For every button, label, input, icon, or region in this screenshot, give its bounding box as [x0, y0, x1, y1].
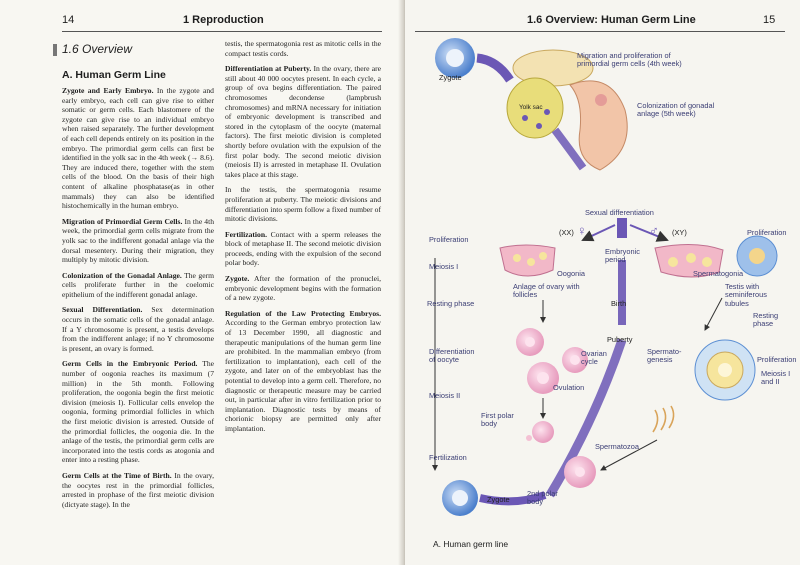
overview-title: 1.6 Overview — [62, 42, 133, 56]
text-paragraph — [62, 305, 214, 353]
paragraph-heading: Regulation of the Law Protecting Embryos. — [225, 308, 381, 318]
top-zygote-cell — [435, 38, 475, 78]
paragraph-heading: Germ Cells at the Time of Birth. — [62, 470, 172, 480]
label-spermatozoa: Spermatozoa — [595, 442, 639, 451]
colonization-arrow-shape — [555, 130, 583, 168]
label-birth: Birth — [611, 299, 627, 308]
text-paragraph — [62, 86, 214, 211]
text-column-1 — [62, 86, 214, 515]
right-page — [405, 0, 800, 565]
paragraph-body: Contact with a sperm releases the block of metaphase II. The second meiotic division proceeds, ending with the expulsion of the second polar body. — [225, 229, 381, 268]
right-page-number: 15 — [763, 14, 776, 26]
left-page-number: 14 — [62, 14, 75, 26]
label-differentiation-oocyte: Differentiation of oocyte — [429, 347, 475, 365]
testis-down-arrow — [705, 298, 722, 330]
text-paragraph — [225, 230, 381, 268]
paragraph-body: According to the German embryo protection law of 13 December 1990, all diagnostic and therapeutic manipulations of the human germ line are prohibited. In the mammalian embryo (from fertilization to implantation), each cell of the zygote, and later on of the embryoblast has the potential to develop into a germ cell. Therefore, no diagnostic or therapeutic measure may be carried out, in particular after in vitro fertilization prior to implantation. Diagnostic tests by means of chorionic biopsy are permitted only after implantation. — [225, 318, 381, 433]
text-paragraph — [225, 64, 381, 179]
female-branch-arrow — [583, 225, 615, 240]
text-paragraph — [62, 217, 214, 265]
paragraph-body: In the ovary, there are still about 40 000 oocytes present. In each cycle, a group of ova begins differentiation. The paired chromosomes decondense (lampbrush chromosomes) and mRNA necessary for initiation of embryonic development is transcribed and stored in the cytoplasm of the oocyte (maternal factors). The first meiotic division is completed shortly before ovulation with the expulsion of the first polar body. The second meiotic division (meiosis II) is arrested in metaphase II. Ovulation takes place at this stage. — [225, 64, 381, 179]
migration-arrow-shape — [477, 58, 510, 80]
paragraph-body: In the ovary, the oocytes rest in the primordial follicles, arrested in prophase of the first meiotic division (dictyate stage). In the — [62, 470, 214, 509]
label-proliferation-right: Proliferation — [747, 228, 787, 237]
label-proliferation-right2: Proliferation — [757, 355, 797, 364]
text-paragraph — [225, 39, 381, 58]
label-ovulation: Ovulation — [553, 383, 585, 392]
paragraph-body: In the 4th week, the primordial germ cells migrate from the yolk sac to the indifferent gonadal anlage via the dorsal mesentery. During their migration, they multiply by mitotic division. — [62, 216, 215, 265]
header-rule — [62, 31, 382, 32]
paragraph-heading: Zygote. — [225, 274, 250, 284]
label-xy: (XY) — [672, 228, 687, 237]
label-anlage-ovary: Anlage of ovary with follicles — [513, 282, 580, 300]
label-colonization: Colonization of gonadal anlage (5th week) — [637, 101, 715, 119]
text-paragraph — [225, 274, 381, 303]
fertilization-egg — [564, 456, 596, 488]
figure-caption: A. Human germ line — [433, 539, 509, 549]
label-resting-phase-left: Resting phase — [427, 299, 475, 308]
label-embryonic-period: Embryonic period — [605, 247, 640, 265]
section-title: A. Human Germ Line — [62, 69, 166, 81]
label-puberty: Puberty — [607, 335, 633, 344]
label-resting-phase-right: Resting phase — [753, 311, 779, 329]
left-running-head: 1 Reproduction — [183, 14, 264, 26]
right-running-head: 1.6 Overview: Human Germ Line — [527, 14, 696, 26]
paragraph-body: The number of oogonia reaches its maximum (7 million) in the 5th month. Following proliferation, the oogonia begin the first meiotic division (meiosis I). Follicular cells envelop the oogonia, forming primordial follicles in which the first meiotic division is arrested. Outside of the primordial follicles, the oogonia die. In the anlage of the testis, the primordial germ cells are incorporated into the testis cords as atogonia and enter into a resting phase. — [62, 359, 215, 465]
paragraph-body: After the formation of the pronuclei, embryonic development begins with the formation of a new zygote. — [225, 274, 381, 303]
label-xx: (XX) — [559, 228, 574, 237]
text-paragraph — [225, 309, 381, 434]
paragraph-heading: Migration of Primordial Germ Cells. — [62, 216, 183, 226]
paragraph-heading: Sexual Differentiation. — [62, 305, 143, 315]
label-meiosis-ii: Meiosis II — [429, 391, 461, 400]
paragraph-body: In the testis, the spermatogonia resume proliferation at puberty. The meiotic divisions and differentiation into sperm follow a fixed number of mitotic divisions. — [225, 185, 381, 224]
label-ovarian-cycle: Ovarian cycle — [581, 349, 607, 367]
label-zygote-top: Zygote — [439, 73, 462, 82]
bottom-zygote-cell — [442, 480, 478, 516]
text-paragraph — [62, 471, 214, 509]
label-sexual-differentiation: Sexual differentiation — [585, 208, 654, 217]
paragraph-heading: Colonization of the Gonadal Anlage. — [62, 270, 182, 280]
seminiferous-tubule-section — [695, 340, 755, 400]
paragraph-heading: Fertilization. — [225, 229, 267, 239]
label-spermatogenesis: Spermato-genesis — [647, 347, 682, 365]
label-testis-tubules: Testis with seminiferous tubules — [725, 282, 767, 308]
paragraph-body: In the zygote and early embryo, each cell can give rise to either somatic or germ cells. Each blastomere of the zygote can give rise to an individual embryo when raised separately. The further development of each cell depends entirely on its position in the embryo. The primordial germ cells can first be identified in the yolk sac in the 4th week (→ 8.6). They are induced there, together with the stem cells of the blood. On the basis of their high content of alkaline phosphatase(as in other mammals) they can also be identified histochemically in the human embryo. — [62, 86, 214, 211]
label-migration: Migration and proliferation of primordial germ cells (4th week) — [577, 51, 682, 69]
female-symbol-icon: ♀ — [577, 223, 587, 238]
label-first-polar-body: First polar body — [481, 411, 514, 429]
paragraph-heading: Zygote and Early Embryo. — [62, 86, 154, 95]
label-spermatogonia: Spermatogonia — [693, 269, 744, 278]
label-oogonia: Oogonia — [557, 269, 585, 278]
text-column-2 — [225, 39, 381, 440]
spermatozoa-shapes — [653, 406, 674, 432]
label-meiosis-i: Meiosis I — [429, 262, 459, 271]
paragraph-body: Sex determination occurs in the somatic cells of the gonadal anlage. If a Y chromosome is present, a testis develops from the indifferent anlage; if no Y chromosome is present, an ovary is formed. — [62, 305, 215, 353]
text-paragraph — [225, 185, 381, 223]
ovary-anlage-shape — [500, 245, 555, 276]
label-yolk-sac: Yolk sac — [519, 104, 543, 111]
label-meiosis-i-ii: Meiosis I and II — [761, 369, 791, 387]
text-paragraph — [62, 271, 214, 300]
paragraph-body: The germ cells proliferate further in the coelomic epithelium of the indifferent gonadal anlage. — [62, 270, 214, 299]
paragraph-heading: Germ Cells in the Embryonic Period. — [62, 359, 198, 369]
label-zygote-bottom: Zygote — [487, 495, 510, 504]
label-fertilization: Fertilization — [429, 453, 467, 462]
paragraph-body: testis, the spermatogonia rest as mitotic cells in the compact testis cords. — [225, 39, 381, 58]
label-proliferation-left: Proliferation — [429, 235, 469, 244]
oocyte-with-polar-body — [526, 421, 554, 443]
male-symbol-icon: ♂ — [649, 223, 659, 238]
paragraph-heading: Differentiation at Puberty. — [225, 64, 312, 74]
label-second-polar-body: 2nd polar body — [527, 489, 558, 507]
text-paragraph — [62, 359, 214, 465]
